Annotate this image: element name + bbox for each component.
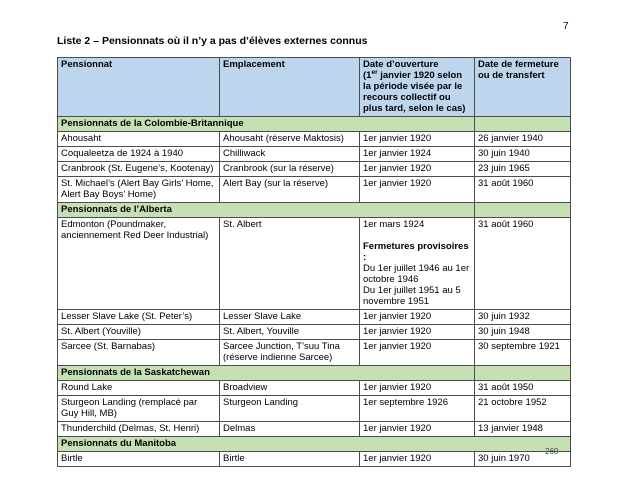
cell-pensionnat: Coqualeetza de 1924 à 1940 bbox=[58, 147, 220, 162]
table-row bbox=[58, 218, 571, 310]
table-container bbox=[57, 57, 571, 467]
cell-fermeture: 31 août 1960 bbox=[475, 218, 571, 310]
cell-ouverture: 1er janvier 1924 bbox=[360, 147, 475, 162]
table-row bbox=[58, 325, 571, 340]
cell-pensionnat: St. Michael’s (Alert Bay Girls’ Home, Alert Bay Boys’ Home) bbox=[58, 177, 220, 203]
section-title: Pensionnats de la Colombie-Britannique bbox=[58, 117, 475, 132]
section-spacer-cell bbox=[475, 117, 571, 132]
cell-emplacement: Lesser Slave Lake bbox=[220, 310, 360, 325]
cell-pensionnat: Edmonton (Poundmaker, anciennement Red Deer Industrial) bbox=[58, 218, 220, 310]
cell-pensionnat: Birtle bbox=[58, 452, 220, 467]
header-row bbox=[58, 58, 571, 117]
cell-emplacement: Cranbrook (sur la réserve) bbox=[220, 162, 360, 177]
cell-emplacement: Ahousaht (réserve Maktosis) bbox=[220, 132, 360, 147]
cell-emplacement: St. Albert bbox=[220, 218, 360, 310]
document-title: Liste 2 – Pensionnats où il n’y a pas d’élèves externes connus bbox=[57, 35, 368, 47]
cell-pensionnat: Sturgeon Landing (remplacé par Guy Hill, MB) bbox=[58, 396, 220, 422]
cell-pensionnat: Cranbrook (St. Eugene’s, Kootenay) bbox=[58, 162, 220, 177]
cell-fermeture: 30 juin 1932 bbox=[475, 310, 571, 325]
cell-pensionnat: Ahousaht bbox=[58, 132, 220, 147]
cell-ouverture: 1er janvier 1920 bbox=[360, 340, 475, 366]
cell-ouverture: 1er janvier 1920 bbox=[360, 310, 475, 325]
cell-emplacement: Chilliwack bbox=[220, 147, 360, 162]
column-header-ouverture-label: Date d’ouverture bbox=[363, 59, 439, 70]
cell-fermeture: 31 août 1950 bbox=[475, 381, 571, 396]
cell-fermeture: 30 juin 1970 bbox=[475, 452, 571, 467]
cell-emplacement: Birtle bbox=[220, 452, 360, 467]
cell-ouverture: 1er janvier 1920 bbox=[360, 132, 475, 147]
table-row bbox=[58, 396, 571, 422]
column-header-pensionnat: Pensionnat bbox=[58, 58, 220, 117]
column-header-emplacement: Emplacement bbox=[220, 58, 360, 117]
cell-pensionnat: Lesser Slave Lake (St. Peter’s) bbox=[58, 310, 220, 325]
cell-pensionnat: Sarcee (St. Barnabas) bbox=[58, 340, 220, 366]
section-title: Pensionnats du Manitoba bbox=[58, 437, 571, 452]
cell-emplacement: Alert Bay (sur la réserve) bbox=[220, 177, 360, 203]
cell-fermeture: 30 septembre 1921 bbox=[475, 340, 571, 366]
column-header-ouverture bbox=[360, 58, 475, 117]
cell-fermeture: 23 juin 1965 bbox=[475, 162, 571, 177]
section-header-row bbox=[58, 203, 571, 218]
cell-fermeture: 30 juin 1948 bbox=[475, 325, 571, 340]
cell-fermeture: 31 août 1960 bbox=[475, 177, 571, 203]
cell-ouverture: 1er janvier 1920 bbox=[360, 177, 475, 203]
cell-fermeture: 21 octobre 1952 bbox=[475, 396, 571, 422]
cell-ouverture: 1er septembre 1926 bbox=[360, 396, 475, 422]
cell-emplacement: St. Albert, Youville bbox=[220, 325, 360, 340]
table-row bbox=[58, 422, 571, 437]
superscript-er: er bbox=[371, 68, 378, 76]
table-row bbox=[58, 381, 571, 396]
section-title: Pensionnats de l’Alberta bbox=[58, 203, 475, 218]
cell-ouverture: 1er janvier 1920 bbox=[360, 162, 475, 177]
page-number-bottom: 260 bbox=[545, 447, 559, 456]
pensionnats-table bbox=[57, 57, 571, 467]
table-row bbox=[58, 132, 571, 147]
cell-ouverture: 1er janvier 1920 bbox=[360, 381, 475, 396]
cell-ouverture: 1er janvier 1920 bbox=[360, 325, 475, 340]
table-row bbox=[58, 162, 571, 177]
column-header-fermeture: Date de fermeture ou de transfert bbox=[475, 58, 571, 117]
cell-pensionnat: Round Lake bbox=[58, 381, 220, 396]
cell-emplacement: Sarcee Junction, T’suu Tina (réserve indienne Sarcee) bbox=[220, 340, 360, 366]
cell-pensionnat: St. Albert (Youville) bbox=[58, 325, 220, 340]
cell-fermeture: 26 janvier 1940 bbox=[475, 132, 571, 147]
section-header-row bbox=[58, 366, 571, 381]
cell-emplacement: Delmas bbox=[220, 422, 360, 437]
table-header bbox=[58, 58, 571, 117]
cell-pensionnat: Thunderchild (Delmas, St. Henri) bbox=[58, 422, 220, 437]
table-row bbox=[58, 310, 571, 325]
section-title: Pensionnats de la Saskatchewan bbox=[58, 366, 475, 381]
table-row bbox=[58, 452, 571, 467]
cell-emplacement: Broadview bbox=[220, 381, 360, 396]
cell-ouverture: 1er mars 1924 Fermetures provisoires : Du 1er juillet 1946 au 1er octobre 1946 Du 1er juillet 1951 au 5 novembre 1951 bbox=[360, 218, 475, 310]
table-row bbox=[58, 177, 571, 203]
table-row bbox=[58, 340, 571, 366]
cell-fermeture: 30 juin 1940 bbox=[475, 147, 571, 162]
section-header-row bbox=[58, 437, 571, 452]
cell-ouverture: 1er janvier 1920 bbox=[360, 422, 475, 437]
column-header-ouverture-note: (1er janvier 1920 selon la période visée par le recours collectif ou plus tard, selon le cas) bbox=[363, 68, 466, 114]
section-spacer-cell bbox=[475, 203, 571, 218]
page-number-top: 7 bbox=[563, 21, 569, 32]
table-row bbox=[58, 147, 571, 162]
section-header-row bbox=[58, 117, 571, 132]
section-spacer-cell bbox=[475, 366, 571, 381]
cell-ouverture: 1er janvier 1920 bbox=[360, 452, 475, 467]
cell-fermeture: 13 janvier 1948 bbox=[475, 422, 571, 437]
cell-emplacement: Sturgeon Landing bbox=[220, 396, 360, 422]
table-body bbox=[58, 117, 571, 467]
